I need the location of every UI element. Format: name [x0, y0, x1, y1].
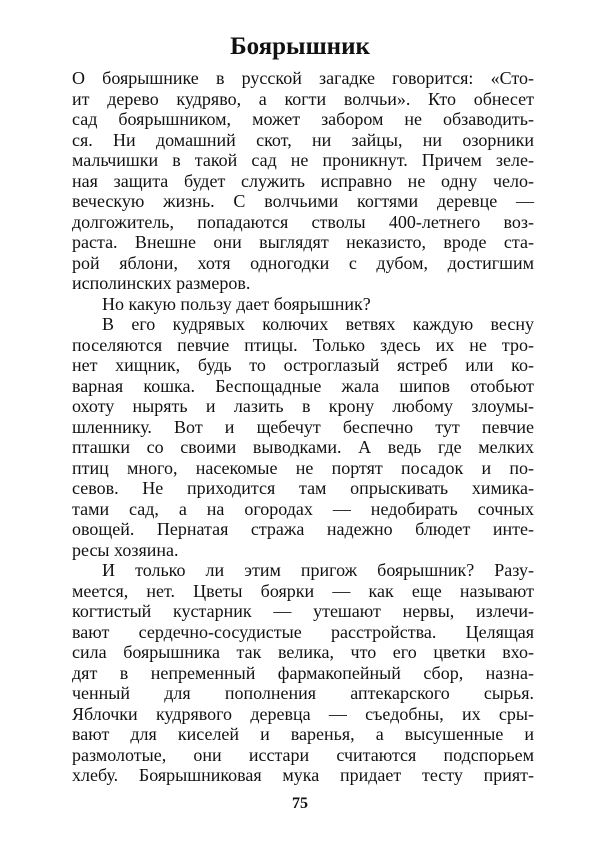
text-line: О боярышнике в русской загадке говорится: «Сто-	[72, 68, 534, 88]
text-line: когтистый кустарник — утешают нервы, излечи-	[72, 601, 534, 621]
text-line: птиц много, насекомые не портят посадок и по-	[72, 457, 534, 478]
text-line: поселяются певчие птицы. Только здесь их не тро-	[72, 334, 534, 355]
text-line: севов. Не приходится там опрыскивать химика-	[72, 478, 534, 498]
text-line: исполинских размеров.	[72, 273, 251, 293]
text-line: И только ли этим пригож боярышник? Разу-	[102, 560, 534, 580]
text-line: нет хищник, будь то остроглазый ястреб или ко-	[72, 355, 534, 375]
text-line: меется, нет. Цветы боярки — как еще называют	[72, 580, 534, 601]
text-line: сила боярышника так велика, что его цветки вхо-	[72, 642, 534, 662]
text-line: хлебу. Боярышниковая мука придает тесту прият-	[72, 765, 534, 785]
text-line: рой яблони, хотя одногодки с дубом, достигшим	[72, 252, 534, 273]
text-line: вают для киселей и варенья, а высушенные и	[72, 724, 534, 744]
text-line: размолотые, они исстари считаются подспорьем	[72, 744, 534, 765]
text-line: ся. Ни домашний скот, ни зайцы, ни озорники	[72, 129, 534, 150]
text-line: дят в непременный фармакопейный сбор, назна-	[72, 662, 534, 683]
page-title: Боярышник	[230, 33, 370, 60]
page-number: 75	[292, 795, 308, 812]
text-line: тами сад, а на огородах — недобирать сочных	[72, 498, 534, 519]
text-line: Яблочки кудрявого деревца — съедобны, их сры-	[72, 703, 534, 724]
text-line: ченный для пополнения аптекарского сырья.	[72, 683, 534, 703]
text-line: мальчишки в такой сад не проникнут. Причем зеле-	[72, 150, 534, 170]
text-line: варная кошка. Беспощадные жала шипов отобьют	[72, 375, 534, 396]
text-line: ресы хозяина.	[72, 539, 179, 560]
text-line: вают сердечно-сосудистые расстройства. Целящая	[72, 621, 534, 642]
text-line: сад боярышником, может забором не обзаводить-	[72, 109, 534, 129]
text-line: шленнику. Вот и щебечут беспечно тут певчие	[72, 416, 534, 437]
text-line: Но какую пользу дает боярышник?	[102, 293, 371, 314]
text-line: В его кудрявых колючих ветвях каждую весну	[102, 314, 534, 334]
text-line: раста. Внешне они выглядят неказисто, вроде ста-	[72, 232, 534, 252]
text-line: охоту нырять и лазить в крону любому злоумы-	[72, 396, 534, 416]
text-line: ная защита будет служить исправно не одну чело-	[72, 170, 534, 191]
text-line: веческую жизнь. С волчьими когтями деревце —	[72, 191, 534, 211]
text-line: пташки со своими выводками. А ведь где мелких	[72, 437, 534, 457]
article-body	[72, 68, 534, 786]
text-line: долгожитель, попадаются стволы 400-летнего воз-	[72, 211, 534, 232]
text-line: ит дерево кудряво, а когти волчьи». Кто обнесет	[72, 88, 534, 109]
text-line: овощей. Пернатая стража надежно блюдет инте-	[72, 519, 534, 539]
